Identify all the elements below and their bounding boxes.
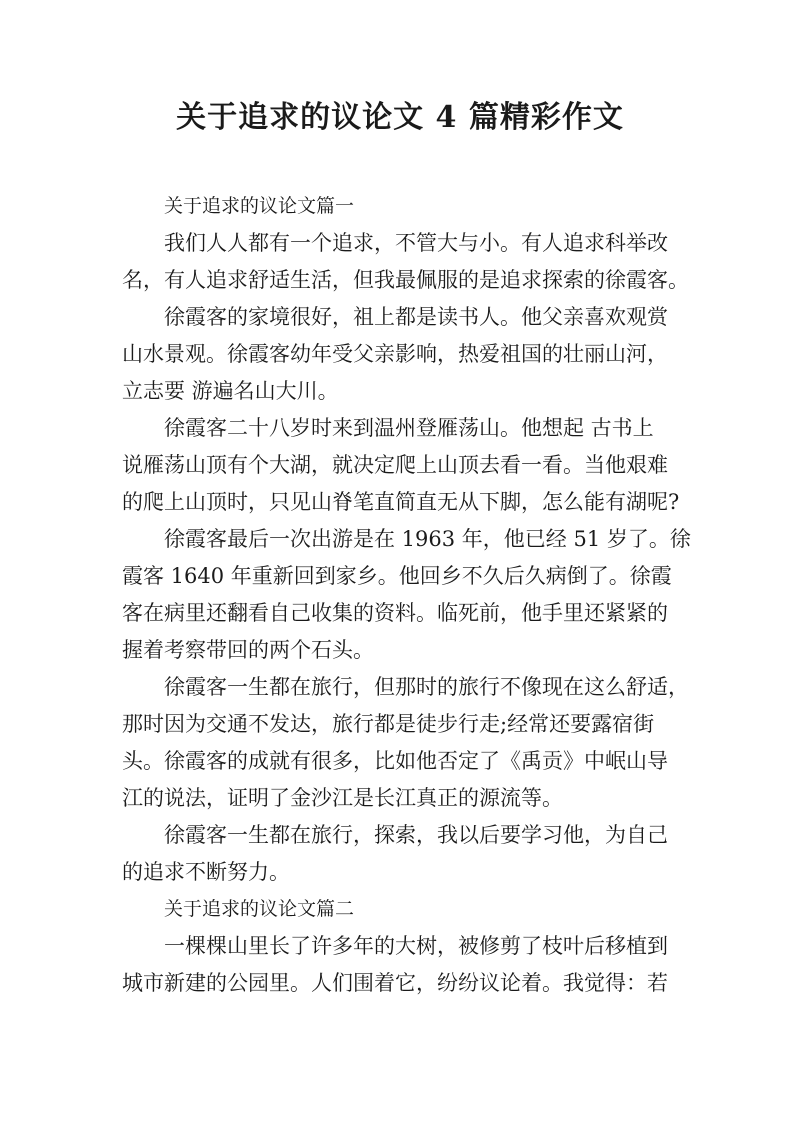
- section-heading: 关于追求的议论文篇一: [164, 195, 355, 217]
- paragraph-line: 的追求不断努力。: [122, 860, 290, 884]
- paragraph-line: 山水景观。徐霞客幼年受父亲影响，热爱祖国的壮丽山河，: [122, 342, 668, 366]
- document-title: 关于追求的议论文 4 篇精彩作文: [176, 100, 624, 135]
- paragraph-line: 江的说法，证明了金沙江是长江真正的源流等。: [122, 786, 563, 810]
- paragraph-line: 我们人人都有一个追求，不管大与小。有人追求科举改: [164, 231, 668, 255]
- document-body: [122, 188, 691, 1002]
- paragraph-line: 徐霞客一生都在旅行，但那时的旅行不像现在这么舒适，: [164, 675, 689, 699]
- paragraph-line: 说雁荡山顶有个大湖，就决定爬上山顶去看一看。当他艰难: [122, 453, 668, 477]
- paragraph-line: 立志要 游遍名山大川。: [122, 379, 339, 403]
- paragraph-line: 的爬上山顶时，只见山脊笔直简直无从下脚，怎么能有湖呢?: [122, 490, 680, 514]
- section-heading: 关于追求的议论文篇二: [164, 898, 355, 920]
- paragraph-line: 徐霞客一生都在旅行，探索，我以后要学习他，为自己: [164, 823, 668, 847]
- paragraph-line: 客在病里还翻看自己收集的资料。临死前，他手里还紧紧的: [122, 601, 668, 625]
- paragraph-line: 一棵棵山里长了许多年的大树，被修剪了枝叶后移植到: [164, 934, 668, 958]
- paragraph-line: 徐霞客的家境很好，祖上都是读书人。他父亲喜欢观赏: [164, 305, 668, 329]
- paragraph-line: 头。徐霞客的成就有很多，比如他否定了《禹贡》中岷山导: [122, 749, 668, 773]
- paragraph-line: 城市新建的公园里。人们围着它，纷纷议论着。我觉得：若: [122, 971, 668, 995]
- paragraph-line: 握着考察带回的两个石头。: [122, 638, 374, 662]
- paragraph-line: 那时因为交通不发达，旅行都是徒步行走;经常还要露宿街: [122, 712, 655, 736]
- paragraph-line: 霞客 1640 年重新回到家乡。他回乡不久后久病倒了。徐霞: [122, 564, 672, 588]
- paragraph-line: 徐霞客二十八岁时来到温州登雁荡山。他想起 古书上: [164, 416, 654, 440]
- paragraph-line: 徐霞客最后一次出游是在 1963 年，他已经 51 岁了。徐: [164, 527, 691, 551]
- paragraph-line: 名，有人追求舒适生活，但我最佩服的是追求探索的徐霞客。: [122, 268, 689, 292]
